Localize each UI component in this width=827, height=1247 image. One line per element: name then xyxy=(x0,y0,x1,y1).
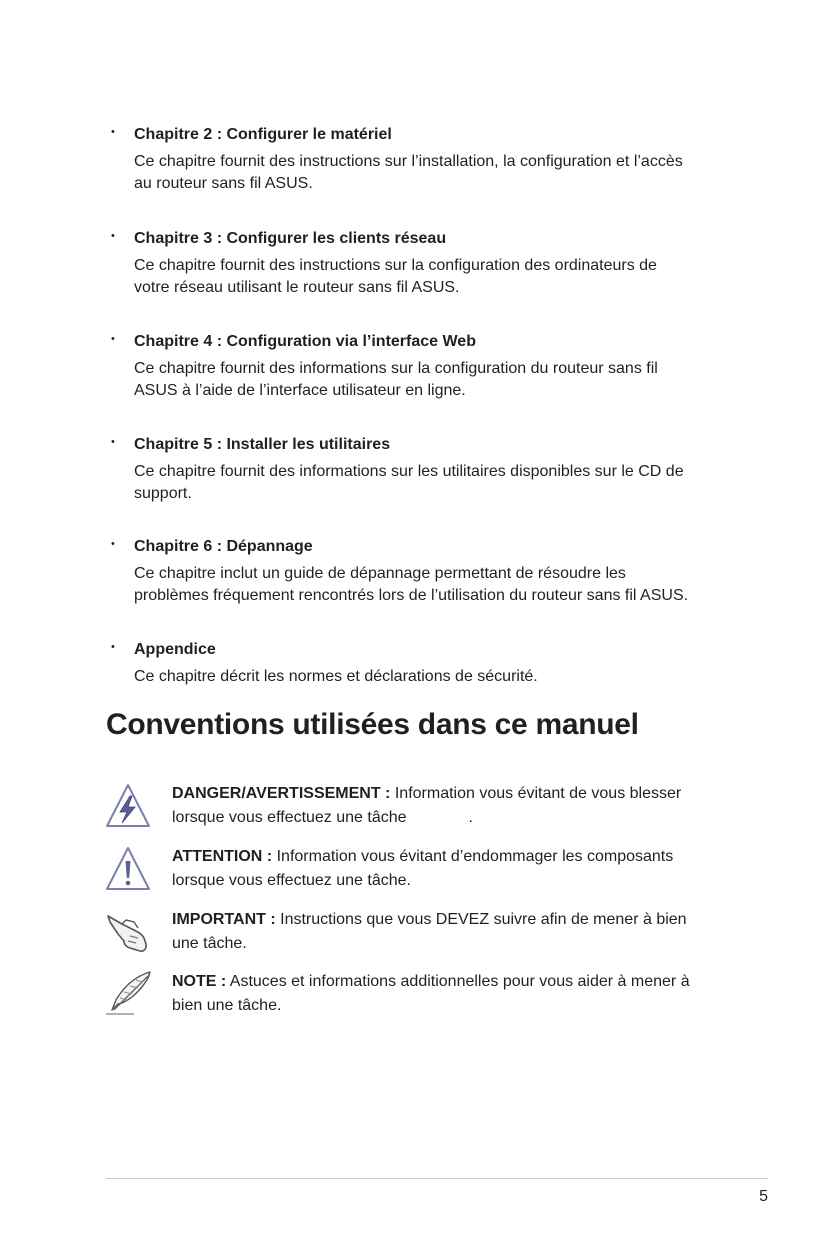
bullet: • xyxy=(111,230,115,242)
convention-attention xyxy=(104,845,744,895)
bullet: • xyxy=(111,436,115,448)
convention-label: NOTE : xyxy=(172,973,227,990)
convention-danger xyxy=(104,782,744,832)
chapter-title: Chapitre 6 : Dépannage xyxy=(134,538,313,555)
chapter-title: Appendice xyxy=(134,641,216,658)
chapter-description: Ce chapitre inclut un guide de dépannage permettant de résoudre les problèmes fréquement rencontrés lors de l’utilisation du routeur sans fil ASUS. xyxy=(134,565,689,604)
chapter-description: Ce chapitre fournit des informations sur la configuration du routeur sans fil ASUS à l’aide de l’interface utilisateur en ligne. xyxy=(134,360,658,399)
convention-label: IMPORTANT : xyxy=(172,911,276,928)
bullet: • xyxy=(111,126,115,138)
convention-note xyxy=(104,970,744,1020)
page-number: 5 xyxy=(759,1188,768,1205)
danger-lightning-icon xyxy=(104,782,152,830)
bullet: • xyxy=(111,333,115,345)
warning-exclamation-icon xyxy=(104,845,152,893)
convention-important xyxy=(104,908,744,958)
convention-text: DANGER/AVERTISSEMENT : Information vous évitant de vous blesser lorsque vous effectuez une tâche . xyxy=(172,785,682,826)
convention-label: DANGER/AVERTISSEMENT : xyxy=(172,785,391,802)
convention-text: NOTE : Astuces et informations additionnelles pour vous aider à mener à bien une tâche. xyxy=(172,973,690,1014)
chapter-title: Chapitre 4 : Configuration via l’interface Web xyxy=(134,333,476,350)
footer-rule xyxy=(106,1178,768,1179)
chapter-description: Ce chapitre fournit des informations sur les utilitaires disponibles sur le CD de support. xyxy=(134,463,684,502)
chapter-description: Ce chapitre décrit les normes et déclarations de sécurité. xyxy=(134,668,538,685)
bullet: • xyxy=(111,641,115,653)
bullet: • xyxy=(111,538,115,550)
convention-label: ATTENTION : xyxy=(172,848,273,865)
chapter-title: Chapitre 5 : Installer les utilitaires xyxy=(134,436,391,453)
chapter-description: Ce chapitre fournit des instructions sur l’installation, la configuration et l’accès au routeur sans fil ASUS. xyxy=(134,153,683,192)
section-title: Conventions utilisées dans ce manuel xyxy=(106,708,639,741)
convention-text: IMPORTANT : Instructions que vous DEVEZ suivre afin de mener à bien une tâche. xyxy=(172,911,687,952)
chapter-description: Ce chapitre fournit des instructions sur la configuration des ordinateurs de votre réseau utilisant le routeur sans fil ASUS. xyxy=(134,257,657,296)
chapter-title: Chapitre 3 : Configurer les clients réseau xyxy=(134,230,447,247)
convention-text: ATTENTION : Information vous évitant d’endommager les composants lorsque vous effectuez une tâche. xyxy=(172,848,674,889)
hand-pointing-icon xyxy=(104,908,152,956)
feather-quill-icon xyxy=(104,970,152,1018)
chapter-title: Chapitre 2 : Configurer le matériel xyxy=(134,126,392,143)
